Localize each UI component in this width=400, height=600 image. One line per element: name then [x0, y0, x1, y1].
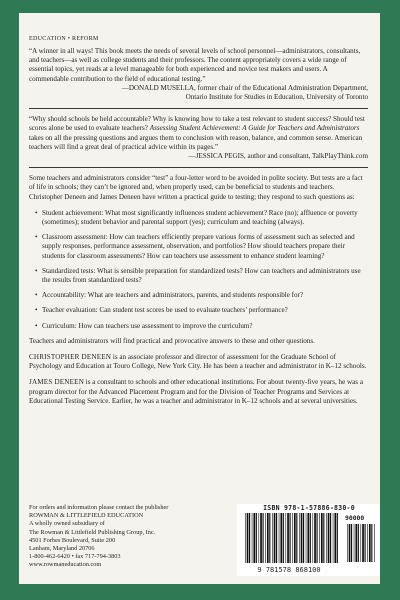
order-line: Lanham, Maryland 20706 [29, 545, 95, 553]
barcode-stripe [301, 513, 303, 563]
barcode-stripe [265, 513, 266, 563]
question-teacher-evaluation: • Teacher evaluation: Can student test scores be used to evaluate teachers’ performance? [35, 306, 368, 315]
barcode-stripe [276, 513, 277, 563]
barcode-stripe [319, 513, 320, 563]
order-line: A wholly owned subsidiary of [29, 520, 105, 528]
barcode-stripe [317, 513, 318, 563]
order-line: The Rowman & Littlefield Publishing Group, Inc. [29, 528, 156, 536]
barcode-stripe [362, 524, 364, 562]
barcode-stripe [371, 524, 372, 562]
barcode-stripe [256, 513, 257, 563]
price-code: 90000 [345, 514, 365, 522]
barcode-stripe [299, 513, 300, 563]
blurb-musella-text: “A winner in all ways! This book meets the needs of several levels of school personnel—administrators, consultants, and teachers—as well as college students and their professors. The content appropriately covers a wide range of essential topics, yet reads at a level manageable for both experienced and novice test makers and users. A commendable contribution to the field of educational testing.” [29, 47, 361, 83]
order-line: For orders and information please contact the publisher [29, 504, 169, 511]
barcode-stripe [347, 524, 348, 562]
question-curriculum: • Curriculum: How can teachers use assessment to improve the curriculum? [35, 322, 368, 331]
barcode-stripe [279, 513, 280, 563]
barcode-stripe [328, 513, 330, 563]
attribution-name: —DONALD MUSELLA, [121, 83, 196, 92]
blurb-pegis-attribution: —JESSICA PEGIS, author and consultant, TalkPlayThink.com [188, 152, 368, 161]
barcode-stripe [358, 524, 359, 562]
author-name: JAMES DENEEN [29, 378, 85, 387]
category-label: EDUCATION • REFORM [29, 36, 99, 42]
barcode-stripe [280, 513, 282, 563]
barcode-stripe [249, 513, 250, 563]
isbn-text: ISBN 978-1-57886-830-0 [263, 504, 355, 512]
barcode-stripe [374, 524, 375, 562]
barcode-stripe [310, 513, 311, 563]
book-title: Assessing Student Achievement: A Guide for Teachers and Administrators [149, 124, 360, 133]
publisher-name: ROWMAN & LITTLEFIELD EDUCATION [29, 512, 144, 520]
barcode-stripe [306, 513, 307, 563]
question-student-achievement: • Student achievement: What most significantly influences student achievement? Race (no); affluence or poverty (sometimes); student behavior and parental support (yes); curriculum and teaching (always). [35, 209, 368, 227]
barcode-stripe [272, 513, 273, 563]
barcode-stripe [361, 524, 362, 562]
question-classroom-assessment: • Classroom assessment: How can teachers efficiently prepare various forms of assessment such as selected and supply responses, performance assessment, observation, and portfolios? How should teachers prepare their students for classroom assessments? How can teachers use assessment to enhance student learning? [35, 233, 368, 261]
barcode-stripe [267, 513, 269, 563]
barcode-stripe [326, 513, 327, 563]
blurb-pegis-text-part2: takes on all the pressing questions and argues them to conclusion with reason, balance, and common sense. American teachers will find a great deal of practical advice within its pages.” [29, 133, 363, 151]
barcode-stripe [303, 513, 304, 563]
barcode-number: 9 781578 868100 [257, 566, 321, 574]
barcode-stripe [245, 513, 246, 563]
question-accountability: • Accountability: What are teachers and administrators, parents, and students responsible for? [35, 291, 368, 300]
barcode-stripe [274, 513, 276, 563]
barcode-stripe [259, 513, 260, 563]
barcode-stripe [351, 524, 352, 562]
barcode-stripe [330, 513, 331, 563]
barcode-block [237, 504, 380, 576]
barcode-stripe [314, 513, 316, 563]
barcode-stripe [290, 513, 291, 563]
intro-paragraph: Some teachers and administrators consider “test” a four-letter word to be avoided in polite society. But tests are a fact of life in schools; they can’t be ignored and, when properly used, can be beneficial to students and teachers. Christopher Deneen and James Deneen have written a practical guide to testing; they respond to such questions as: [29, 174, 363, 201]
barcode-stripe [334, 513, 336, 563]
barcode-stripe [355, 524, 357, 562]
barcode-stripe [247, 513, 249, 563]
barcode-stripe [369, 524, 371, 562]
blurb-musella-affiliation: Ontario Institute for Studies in Education, University of Toronto [185, 93, 368, 102]
barcode-stripe [286, 513, 287, 563]
bottom-row [29, 504, 368, 582]
barcode-stripe [269, 513, 270, 563]
barcode-stripe [307, 513, 309, 563]
barcode-stripe [263, 513, 264, 563]
barcode-stripe [323, 513, 324, 563]
closing-paragraph: Teachers and administrators will find practical and provocative answers to these and other questions. [29, 336, 315, 345]
barcode-stripe [367, 524, 368, 562]
publisher-website: www.rowmaneducation.com [29, 561, 102, 569]
author-name: CHRISTOPHER DENEEN [29, 353, 112, 362]
order-info [29, 504, 229, 570]
barcode-stripe [296, 513, 297, 563]
barcode-stripe [283, 513, 284, 563]
barcode-stripe [253, 513, 255, 563]
barcode-stripe [252, 513, 253, 563]
author-bio-text: is a consultant to schools and other educational institutions. For about twenty-five years, he was a program director for the Advanced Placement Program and for the Division of Teacher Programs and Services at Educational Testing Service. Earlier, he was a teacher and administrator in K–12 schools and at several universities. [29, 378, 363, 405]
order-line: 1-800-462-6420 • fax 717-794-3803 [29, 553, 121, 561]
barcode-stripe [349, 524, 351, 562]
bottom-area [19, 13, 380, 584]
attribution-title: former chair of the Educational Administration Department, [197, 83, 368, 92]
barcode-stripe [337, 513, 338, 563]
barcode-stripe [333, 513, 334, 563]
barcode-stripe [354, 524, 355, 562]
barcode-stripe [365, 524, 366, 562]
barcode-stripe [313, 513, 314, 563]
blurb-pegis-text-part1: “Why should schools be held accountable? Why is knowing how to take a test relevant to student success? Should test scores alone be used to evaluate teachers? [29, 115, 365, 133]
order-line: 4501 Forbes Boulevard, Suite 200 [29, 536, 116, 544]
author-bio-text: is an associate professor and director of assessment for the Graduate School of Psychology and Education at Touro College, New York City. He has been a teacher and administrator in K–12 schools. [29, 353, 367, 371]
barcode-stripe [321, 513, 323, 563]
barcode-stripe [294, 513, 296, 563]
barcode-stripe [292, 513, 293, 563]
barcode-stripe [287, 513, 289, 563]
question-standardized-tests: • Standardized tests: What is sensible preparation for standardized tests? How can teachers and administrators use the results from standardized tests? [35, 267, 368, 285]
barcode-stripe [260, 513, 262, 563]
